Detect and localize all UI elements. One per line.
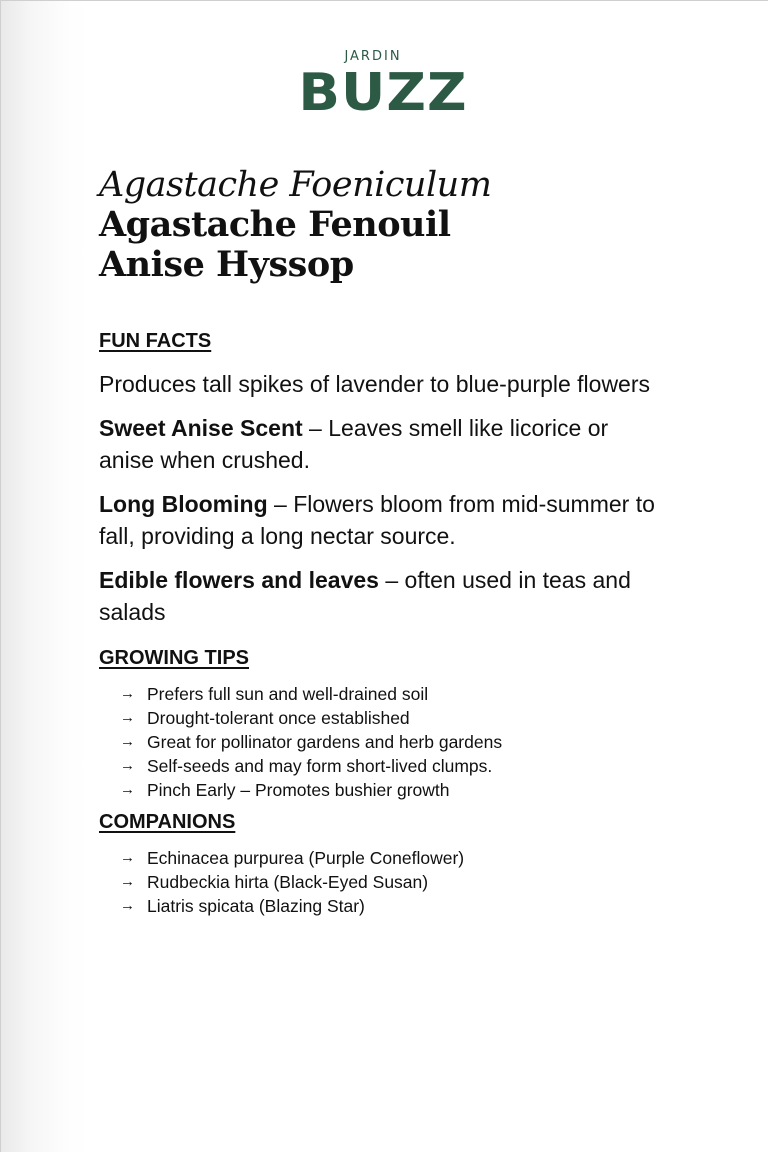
fact-bold-label: Edible flowers and leaves: [99, 567, 379, 593]
fact-item: [99, 368, 669, 400]
arrow-icon: →: [120, 781, 135, 798]
arrow-icon: →: [120, 685, 135, 702]
list-item: [99, 870, 669, 894]
list-item: [99, 778, 669, 802]
growing-tips-list: [99, 682, 669, 802]
latin-name: Agastache Foeniculum: [99, 165, 492, 205]
companions-heading: COMPANIONS: [99, 811, 236, 833]
fact-item: [99, 564, 669, 628]
companion-text: Rudbeckia hirta (Black-Eyed Susan): [147, 872, 429, 892]
fact-text: Produces tall spikes of lavender to blue-purple flowers: [99, 371, 651, 397]
fact-text: – Flowers bloom from mid-summer to fall, providing a long nectar source.: [99, 491, 655, 549]
arrow-icon: →: [120, 873, 135, 890]
list-item: [99, 894, 669, 918]
content: [99, 329, 669, 918]
arrow-icon: →: [120, 849, 135, 866]
tip-text: Drought-tolerant once established: [147, 708, 410, 728]
tip-text: Great for pollinator gardens and herb gardens: [147, 732, 503, 752]
arrow-icon: →: [120, 757, 135, 774]
list-item: [99, 706, 669, 730]
growing-tips-heading: GROWING TIPS: [99, 647, 249, 669]
fact-text: – Leaves smell like licorice or anise when crushed.: [99, 415, 609, 473]
logo-small-text: JARDIN: [344, 49, 402, 64]
fact-bold-label: Sweet Anise Scent: [99, 415, 303, 441]
list-item: [99, 682, 669, 706]
companion-text: Echinacea purpurea (Purple Coneflower): [147, 848, 465, 868]
fact-text: – often used in teas and salads: [99, 567, 631, 625]
companion-text: Liatris spicata (Blazing Star): [147, 896, 365, 916]
fact-bold-label: Long Blooming: [99, 491, 268, 517]
logo-big-text: BUZZ: [298, 63, 468, 123]
english-name: Anise Hyssop: [99, 244, 354, 285]
plant-titles: [99, 165, 491, 285]
fact-item: [99, 488, 669, 552]
list-item: [99, 730, 669, 754]
tip-text: Pinch Early – Promotes bushier growth: [147, 780, 450, 800]
fact-item: [99, 412, 669, 476]
fun-facts-heading: FUN FACTS: [99, 330, 212, 352]
list-item: [99, 754, 669, 778]
tip-text: Self-seeds and may form short-lived clumps.: [147, 756, 493, 776]
tip-text: Prefers full sun and well-drained soil: [147, 684, 429, 704]
jardin-buzz-logo: [1, 47, 768, 123]
arrow-icon: →: [120, 897, 135, 914]
arrow-icon: →: [120, 733, 135, 750]
companions-list: [99, 846, 669, 918]
list-item: [99, 846, 669, 870]
french-name: Agastache Fenouil: [99, 204, 451, 245]
arrow-icon: →: [120, 709, 135, 726]
